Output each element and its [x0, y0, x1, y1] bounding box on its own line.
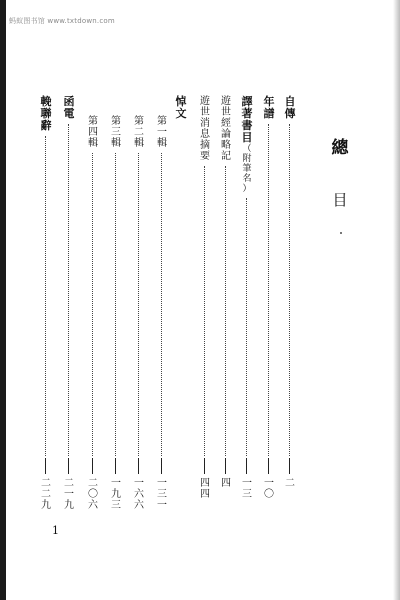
toc-entry-disi — [84, 116, 102, 511]
toc-page-number: 二 一 九 — [64, 478, 74, 511]
toc-page-number: 一 九 三 — [111, 478, 121, 511]
toc-entry-label: 遊 世 經 論 略 記 — [221, 96, 231, 162]
leader-rule — [45, 458, 46, 474]
toc-entry-label: 年 譜 — [263, 95, 275, 120]
leader-dots — [204, 166, 205, 456]
toc-entry-shumu — [238, 95, 256, 500]
leader-rule — [268, 458, 269, 474]
toc-entry-label: 第 三 輯 — [111, 116, 121, 149]
toc-page-number: 二 〇 六 — [88, 478, 98, 511]
toc-entry-handian — [60, 95, 78, 511]
leader-dots — [289, 124, 290, 456]
scan-speck — [340, 232, 342, 234]
toc-entry-label: 遊 世 消 息 摘 要 — [200, 96, 210, 162]
leader-rule — [225, 458, 226, 474]
toc-entry-label: 第 二 輯 — [134, 116, 144, 149]
toc-page-number: 二 — [285, 478, 295, 489]
toc-entry-label: 第 一 輯 — [157, 116, 167, 149]
toc-page-number: 二 二 九 — [41, 478, 51, 511]
leader-dots — [115, 153, 116, 456]
toc-page-number: 四 — [221, 478, 231, 489]
leader-dots — [68, 124, 69, 456]
leader-rule — [138, 458, 139, 474]
toc-page-number: 一 三 一 — [157, 478, 167, 511]
toc-entry-label: 第 四 輯 — [88, 116, 98, 149]
leader-rule — [289, 458, 290, 474]
leader-dots — [138, 153, 139, 456]
leader-dots — [268, 124, 269, 456]
page-title — [322, 138, 358, 209]
leader-dots — [225, 166, 226, 456]
toc-page-number: 一 三 — [242, 478, 252, 500]
toc-entry-label: 輓 聯 辭 — [40, 95, 52, 132]
leader-dots — [246, 198, 247, 456]
watermark: 蚂蚁图书馆 www.txtdown.com — [9, 17, 115, 25]
toc-entry-zizhuan — [281, 95, 299, 489]
scan-right-shadow — [393, 0, 400, 600]
scan-left-border — [0, 0, 6, 600]
toc-entry-note: （ 附 筆 名 ） — [242, 144, 252, 194]
toc-page-number: 一 六 六 — [134, 478, 144, 511]
toc-entry-wanlian — [37, 95, 55, 511]
leader-rule — [92, 458, 93, 474]
toc-entry-label: 譯 著 書 目 — [241, 95, 253, 144]
leader-rule — [115, 458, 116, 474]
leader-rule — [204, 458, 205, 474]
title-char-2: 目 — [332, 191, 348, 209]
leader-dots — [161, 153, 162, 456]
toc-entry-daowen — [172, 96, 190, 120]
leader-dots — [92, 153, 93, 456]
toc-entry-xiaoxi — [196, 96, 214, 500]
toc-entry-disan — [107, 116, 125, 511]
toc-entry-jingshi — [217, 96, 235, 489]
leader-dots — [45, 136, 46, 456]
leader-rule — [161, 458, 162, 474]
leader-rule — [246, 458, 247, 474]
toc-page-number: 一 〇 — [264, 478, 274, 500]
toc-entry-nianpu — [260, 95, 278, 500]
toc-page-number: 四 四 — [200, 478, 210, 500]
leader-rule — [68, 458, 69, 474]
toc-entry-label: 函 電 — [63, 95, 75, 120]
page-number: 1 — [52, 524, 59, 537]
toc-entry-diyi — [153, 116, 171, 511]
title-char-1: 總 — [331, 138, 349, 158]
toc-entry-label: 自 傳 — [284, 95, 296, 120]
toc-entry-dier — [130, 116, 148, 511]
toc-entry-label: 悼 文 — [175, 95, 187, 120]
